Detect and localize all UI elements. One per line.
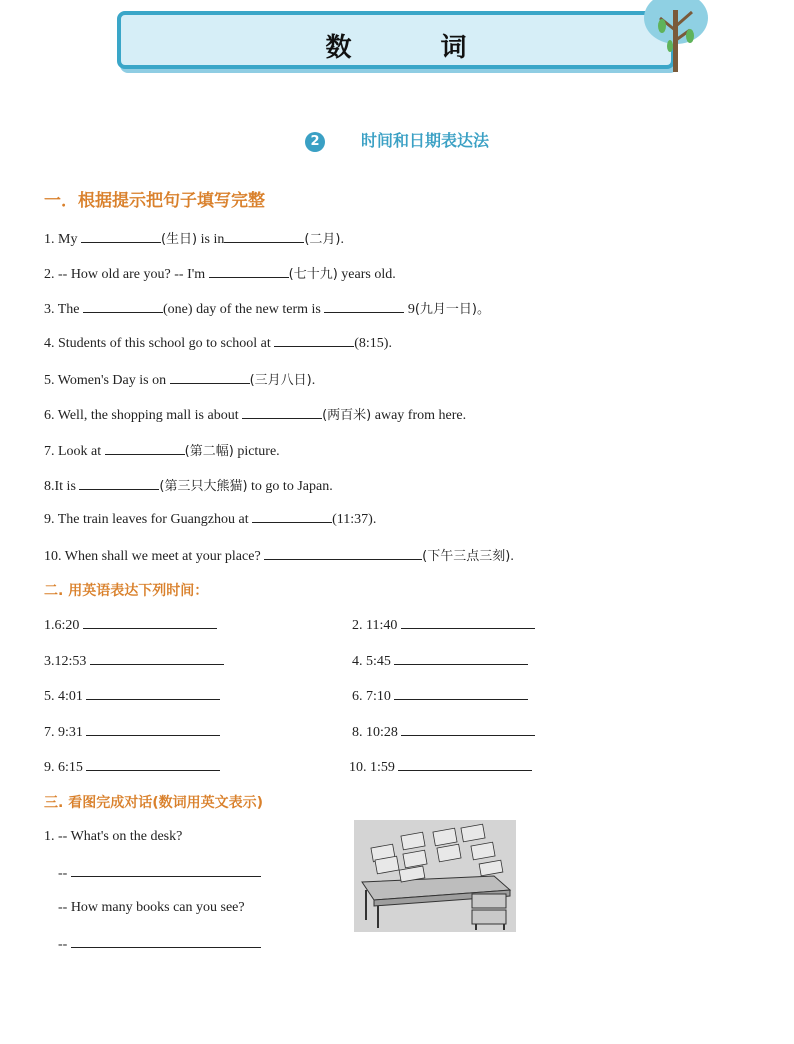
part3-heading: 三. 看图完成对话(数词用英文表示) <box>44 795 263 811</box>
answer-blank[interactable] <box>90 652 224 665</box>
part1-item-4: 4. Students of this school go to school at (8:15). <box>44 336 392 351</box>
part1-item-2: 2. -- How old are you? -- I'm (七十九) years old. <box>44 267 396 282</box>
dialogue-answer-1: -- <box>58 864 261 882</box>
page-title: 数 词 <box>325 33 507 63</box>
time-item: 10. 1:59 <box>349 758 532 776</box>
answer-blank[interactable] <box>83 300 163 313</box>
answer-blank[interactable] <box>86 758 220 771</box>
part1-item-8: 8.It is (第三只大熊猫) to go to Japan. <box>44 479 333 494</box>
time-item: 5. 4:01 <box>44 687 220 705</box>
time-item: 4. 5:45 <box>352 652 528 670</box>
part1-item-3: 3. The (one) day of the new term is 9(九月一日)。 <box>44 302 491 317</box>
answer-blank[interactable] <box>170 371 250 384</box>
answer-blank[interactable] <box>394 652 528 665</box>
title-box <box>117 11 675 69</box>
answer-blank[interactable] <box>105 442 185 455</box>
section-heading <box>0 128 794 152</box>
part1-item-1: 1. My (生日) is in (二月). <box>44 232 344 247</box>
dialogue-question-1: 1. -- What's on the desk? <box>44 829 183 844</box>
part1-item-7: 7. Look at (第二幅) picture. <box>44 444 280 459</box>
time-item: 9. 6:15 <box>44 758 220 776</box>
part1-item-9: 9. The train leaves for Guangzhou at (11:37). <box>44 512 377 527</box>
answer-blank[interactable] <box>224 230 304 243</box>
time-item: 7. 9:31 <box>44 723 220 741</box>
time-item: 8. 10:28 <box>352 723 535 741</box>
answer-blank[interactable] <box>81 230 161 243</box>
answer-blank[interactable] <box>71 935 261 948</box>
answer-blank[interactable] <box>209 265 289 278</box>
desk-books-illustration <box>354 820 516 932</box>
answer-blank[interactable] <box>264 547 422 560</box>
answer-blank[interactable] <box>79 477 159 490</box>
answer-blank[interactable] <box>401 616 535 629</box>
time-item: 6. 7:10 <box>352 687 528 705</box>
part1-item-5: 5. Women's Day is on (三月八日). <box>44 373 316 388</box>
answer-blank[interactable] <box>324 300 404 313</box>
answer-blank[interactable] <box>252 510 332 523</box>
tree-icon <box>640 0 710 72</box>
part2-heading: 二. 用英语表达下列时间： <box>44 583 209 599</box>
time-item: 1.6:20 <box>44 616 217 634</box>
section-number: 2 <box>305 132 325 152</box>
dialogue-answer-2: -- <box>58 935 261 953</box>
part1-item-6: 6. Well, the shopping mall is about (两百米) away from here. <box>44 408 467 423</box>
part1-heading: 一．根据提示把句子填写完整 <box>44 191 265 211</box>
section-title: 时间和日期表达法 <box>360 131 489 150</box>
answer-blank[interactable] <box>71 864 261 877</box>
part1-item-10: 10. When shall we meet at your place? (下午三点三刻). <box>44 549 514 564</box>
answer-blank[interactable] <box>398 758 532 771</box>
answer-blank[interactable] <box>401 723 535 736</box>
answer-blank[interactable] <box>86 687 220 700</box>
answer-blank[interactable] <box>242 406 322 419</box>
answer-blank[interactable] <box>83 616 217 629</box>
time-item: 2. 11:40 <box>352 616 535 634</box>
answer-blank[interactable] <box>86 723 220 736</box>
time-item: 3.12:53 <box>44 652 224 670</box>
dialogue-question-2: -- How many books can you see? <box>58 900 245 915</box>
answer-blank[interactable] <box>394 687 528 700</box>
answer-blank[interactable] <box>274 334 354 347</box>
